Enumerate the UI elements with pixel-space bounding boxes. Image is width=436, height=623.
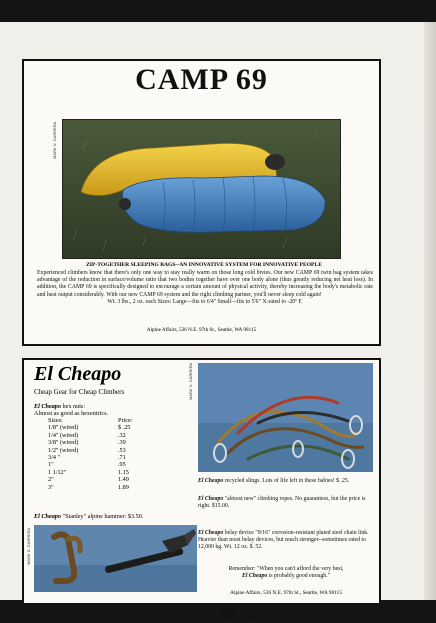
- table-row: 1/4" (wired) .32: [48, 431, 126, 439]
- elcheapo-photo-credit-right: MARK N. CARRERA: [188, 362, 193, 400]
- elcheapo-title: El Cheapo: [34, 363, 122, 385]
- camp69-caption: ZIP-TOGETHER SLEEPING BAGS--AN INNOVATIVE SYSTEM FOR INNOVATIVE PEOPLE: [86, 262, 322, 268]
- page-number: 53: [220, 606, 236, 621]
- belay-brand: El Cheapo: [198, 530, 224, 536]
- table-row: 1/8" (wired) $ .25: [48, 424, 131, 432]
- hexnuts-desc: Almost as good as hexentrics.: [34, 410, 109, 417]
- table-row: 3/8" (wired) .39: [48, 439, 126, 447]
- magazine-page: [0, 22, 436, 621]
- page-footer: [0, 605, 436, 623]
- hammer-line: [34, 513, 143, 520]
- table-row: 1" .95: [48, 461, 126, 469]
- remember-line-2: El Cheapo is probably good enough.": [241, 573, 331, 579]
- camp69-address: Alpine Affairs, 536 N.E. 97th St., Seattle, WA 98115: [146, 327, 257, 333]
- camp69-title: CAMP 69: [135, 63, 268, 96]
- ropes-text: El Cheapo "almost new" climbing ropes. No guarantees, but the price is right. $15.00.: [198, 496, 366, 509]
- elcheapo-ad: [22, 358, 381, 605]
- hammer-brand: El Cheapo: [34, 513, 61, 520]
- hexnuts-label: hex nuts:: [62, 403, 86, 410]
- table-row: 2" 1.49: [48, 476, 129, 484]
- price-header: Price:: [118, 417, 133, 424]
- slings-text: El Cheapo recycled slings. Lots of life left in these babies! $ .25.: [198, 478, 350, 484]
- camp69-body: [37, 270, 373, 306]
- table-row: 1/2" (wired) .53: [48, 446, 126, 454]
- sleeping-bag-photo: [62, 119, 341, 259]
- footer-right-word: VICE: [239, 613, 258, 620]
- elcheapo-address: Alpine Affairs, 536 N.E. 97th St., Seattle, WA 98115: [230, 590, 342, 596]
- camp69-specs: Wt. 3 lbs., 2 oz. each Sizes: Large—fits to 6'4" Small—fits to 5'6" X-rated to -20º F.: [107, 298, 303, 305]
- remember-brand: El Cheapo: [241, 573, 268, 579]
- belay-text: El Cheapo belay device "9/16" corrosion-resistant plated steel chain link. Heavier than most belay devices, but much stronger--sometimes rated to 12,000 kg. Wt. 12 oz. $. 52.: [198, 530, 369, 550]
- ropes-brand: El Cheapo: [198, 496, 224, 502]
- elcheapo-photo-credit-left: MARK N. CARRERA: [26, 527, 31, 565]
- slings-brand: El Cheapo: [198, 478, 224, 484]
- hexnut-price-table: [34, 417, 160, 491]
- price-table-header: [34, 417, 160, 424]
- hexnuts-brand: El Cheapo: [34, 403, 61, 410]
- camp69-body-text: Experienced climbers know that there's only one way to stay really warm on those long cold bivies. Our new CAMP 69 twin bag system takes advantage of the reduction in surface/volume ratio that two bodies together have over one body alone (thus greatly reducing net heat loss). In addition, the CAMP 69 is specifically designed to encourage a certain amount of physical activity, thereby increasing the body's metabolic rate and heat output considerably. With our new CAMP 69 system and the right climbing partner, you'll never sleep cold again!: [37, 270, 373, 298]
- camp69-ad: [22, 59, 381, 346]
- slings-photo: [198, 363, 373, 472]
- table-row: 1 1/12" 1.15: [48, 468, 129, 476]
- hexnuts-heading: [34, 403, 85, 410]
- sizes-header: Sizes:: [48, 417, 63, 424]
- page-fold-shadow: [424, 22, 436, 600]
- table-row: 3" 1.89: [48, 483, 129, 491]
- elcheapo-subtitle: Cheap Gear for Cheap Climbers: [34, 388, 125, 396]
- hammer-text: "Stanley" alpine hammer: $3.50.: [62, 513, 144, 520]
- table-row: 3/4 " .71: [48, 454, 126, 462]
- remember-line-1: Remember: "When you can't afford the very best,: [228, 566, 344, 572]
- footer-left-word: SCHLOCK: [178, 613, 217, 620]
- remember-text: [198, 566, 374, 580]
- camp69-photo-credit: MARK N. CARRERA: [52, 121, 57, 159]
- hammer-photo: [34, 525, 197, 592]
